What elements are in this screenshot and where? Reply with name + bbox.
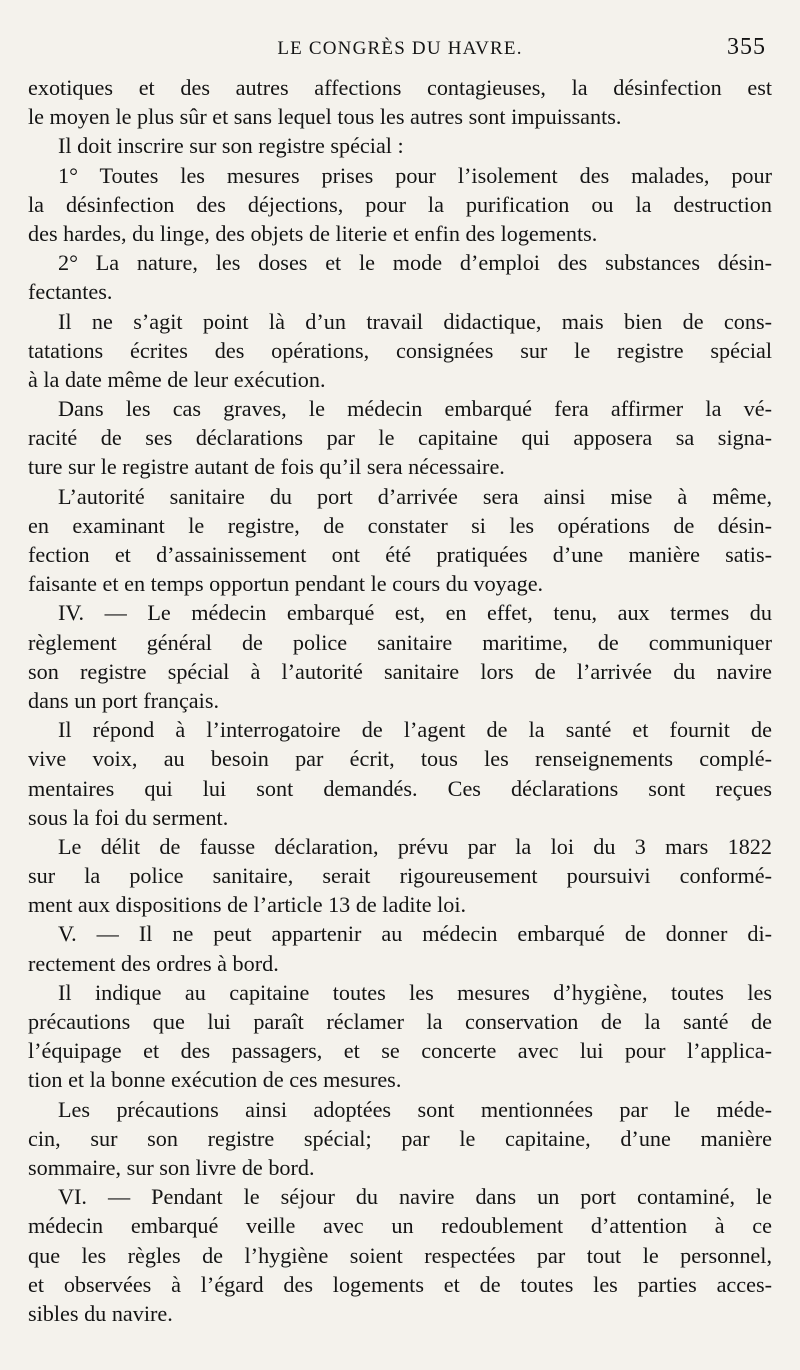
text-line: précautions que lui paraît réclamer la conservation de la santé de [28, 1009, 772, 1034]
text-line: Le délit de fausse déclaration, prévu par la loi du 3 mars 1822 [58, 833, 772, 859]
text-line: que les règles de l’hygiène soient respectées par tout le personnel, [28, 1242, 772, 1268]
text-line: médecin embarqué veille avec un redoublement d’attention à ce [28, 1213, 772, 1239]
text-line: l’équipage et des passagers, et se concerte avec lui pour l’applica- [28, 1038, 772, 1064]
text-line: sur la police sanitaire, serait rigoureusement poursuivi conformé- [28, 863, 772, 889]
body-text [28, 73, 772, 1328]
text-line: en examinant le registre, de constater si les opérations de désin- [28, 512, 772, 538]
text-line: VI. — Pendant le séjour du navire dans un port contaminé, le [58, 1184, 772, 1210]
text-line: IV. — Le médecin embarqué est, en effet, tenu, aux termes du [58, 600, 772, 626]
text-line: des hardes, du linge, des objets de literie et enfin des logements. [28, 220, 598, 246]
text-line: tatations écrites des opérations, consignées sur le registre spécial [28, 337, 772, 363]
text-line: Il doit inscrire sur son registre spécial : [58, 133, 404, 159]
text-line: Il répond à l’interrogatoire de l’agent de la santé et fournit de [58, 717, 772, 743]
text-line: fection et d’assainissement ont été pratiquées d’une manière satis- [28, 542, 772, 567]
text-line: mentaires qui lui sont demandés. Ces déclarations sont reçues [28, 775, 772, 801]
running-title: LE CONGRÈS DU HAVRE. [277, 38, 523, 59]
text-line: sous la foi du serment. [28, 804, 229, 830]
text-line: et observées à l’égard des logements et de toutes les parties acces- [28, 1271, 772, 1297]
text-line: sibles du navire. [28, 1300, 173, 1326]
text-line: exotiques et des autres affections contagieuses, la désinfection est [28, 75, 772, 100]
text-line: à la date même de leur exécution. [28, 366, 326, 392]
text-line: cin, sur son registre spécial; par le capitaine, d’une manière [28, 1125, 772, 1151]
text-line: la désinfection des déjections, pour la purification ou la destruction [28, 191, 772, 217]
text-line: Il indique au capitaine toutes les mesures d’hygiène, toutes les [58, 979, 772, 1005]
text-line: 1° Toutes les mesures prises pour l’isolement des malades, pour [58, 162, 772, 188]
text-line: fectantes. [28, 279, 113, 305]
text-line: ture sur le registre autant de fois qu’il sera nécessaire. [28, 454, 505, 480]
text-line: Les précautions ainsi adoptées sont mentionnées par le méde- [58, 1096, 772, 1122]
text-line: règlement général de police sanitaire maritime, de communiquer [28, 629, 772, 655]
text-line: Dans les cas graves, le médecin embarqué fera affirmer la vé- [58, 396, 772, 422]
text-line: V. — Il ne peut appartenir au médecin embarqué de donner di- [58, 921, 772, 947]
text-line: ment aux dispositions de l’article 13 de ladite loi. [28, 892, 467, 918]
text-line: L’autorité sanitaire du port d’arrivée sera ainsi mise à même, [58, 483, 772, 509]
text-line: vive voix, au besoin par écrit, tous les renseignements complé- [28, 746, 772, 772]
text-line: rectement des ordres à bord. [28, 950, 279, 976]
text-line: son registre spécial à l’autorité sanitaire lors de l’arrivée du navire [28, 658, 772, 684]
text-line: dans un port français. [28, 687, 219, 713]
text-line: 2° La nature, les doses et le mode d’emploi des substances désin- [58, 250, 772, 276]
text-line: faisante et en temps opportun pendant le cours du voyage. [28, 571, 544, 597]
text-line: sommaire, sur son livre de bord. [28, 1154, 315, 1180]
page-number: 355 [727, 34, 766, 60]
page-header [28, 30, 772, 70]
text-line: tion et la bonne exécution de ces mesures. [28, 1067, 402, 1093]
text-line: le moyen le plus sûr et sans lequel tous les autres sont impuissants. [28, 104, 622, 130]
text-line: Il ne s’agit point là d’un travail didactique, mais bien de cons- [58, 308, 772, 334]
text-line: racité de ses déclarations par le capitaine qui apposera sa signa- [28, 425, 772, 451]
